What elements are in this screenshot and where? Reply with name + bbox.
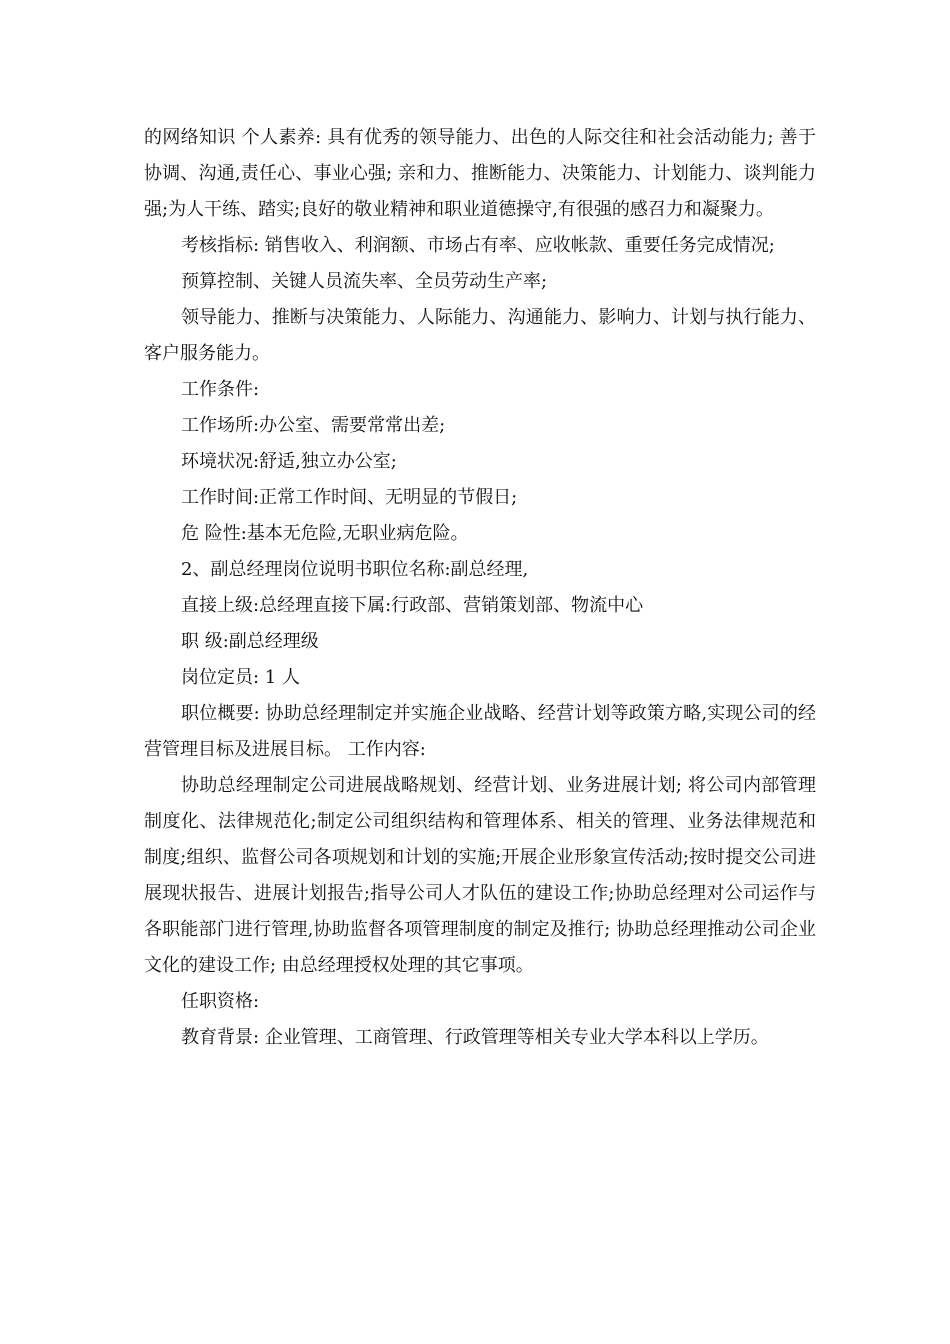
paragraph-personal-qualities: 的网络知识 个人素养: 具有优秀的领导能力、出色的人际交往和社会活动能力; 善于协调、沟通,责任心、事业心强; 亲和力、推断能力、决策能力、计划能力、谈判能力强;为人干练、踏实;良好的敬业精神和职业道德操守,有很强的感召力和凝聚力。 bbox=[144, 127, 816, 220]
paragraph-position-summary: 职位概要: 协助总经理制定并实施企业战略、经营计划等政策方略,实现公司的经营管理目标及进展目标。 工作内容: bbox=[144, 703, 816, 760]
paragraph-abilities: 领导能力、推断与决策能力、人际能力、沟通能力、影响力、计划与执行能力、客户服务能力。 bbox=[144, 307, 816, 364]
paragraph-budget-control: 预算控制、关键人员流失率、全员劳动生产率; bbox=[181, 271, 548, 292]
paragraph-environment: 环境状况:舒适,独立办公室; bbox=[181, 451, 397, 472]
paragraph-reporting-line: 直接上级:总经理直接下属:行政部、营销策划部、物流中心 bbox=[181, 595, 644, 616]
paragraph-education: 教育背景: 企业管理、工商管理、行政管理等相关专业大学本科以上学历。 bbox=[181, 1027, 769, 1048]
document-body bbox=[144, 120, 816, 1056]
paragraph-qualifications-heading: 任职资格: bbox=[181, 991, 260, 1012]
paragraph-section-title: 2、副总经理岗位说明书职位名称:副总经理, bbox=[181, 559, 529, 580]
paragraph-work-content: 协助总经理制定公司进展战略规划、经营计划、业务进展计划; 将公司内部管理制度化、法律规范化;制定公司组织结构和管理体系、相关的管理、业务法律规范和制度;组织、监督公司各项规划和计划的实施;开展企业形象宣传活动;按时提交公司进展现状报告、进展计划报告;指导公司人才队伍的建设工作;协助总经理对公司运作与各职能部门进行管理,协助监督各项管理制度的制定及推行; 协助总经理推动公司企业文化的建设工作; 由总经理授权处理的其它事项。 bbox=[144, 775, 816, 976]
paragraph-workplace: 工作场所:办公室、需要常常出差; bbox=[181, 415, 446, 436]
paragraph-risk: 危 险性:基本无危险,无职业病危险。 bbox=[181, 523, 469, 544]
paragraph-headcount: 岗位定员: 1 人 bbox=[181, 667, 300, 688]
paragraph-rank: 职 级:副总经理级 bbox=[181, 631, 319, 652]
paragraph-assessment-indicators: 考核指标: 销售收入、利润额、市场占有率、应收帐款、重要任务完成情况; bbox=[181, 235, 775, 256]
paragraph-work-hours: 工作时间:正常工作时间、无明显的节假日; bbox=[181, 487, 518, 508]
paragraph-work-conditions-heading: 工作条件: bbox=[181, 379, 260, 400]
